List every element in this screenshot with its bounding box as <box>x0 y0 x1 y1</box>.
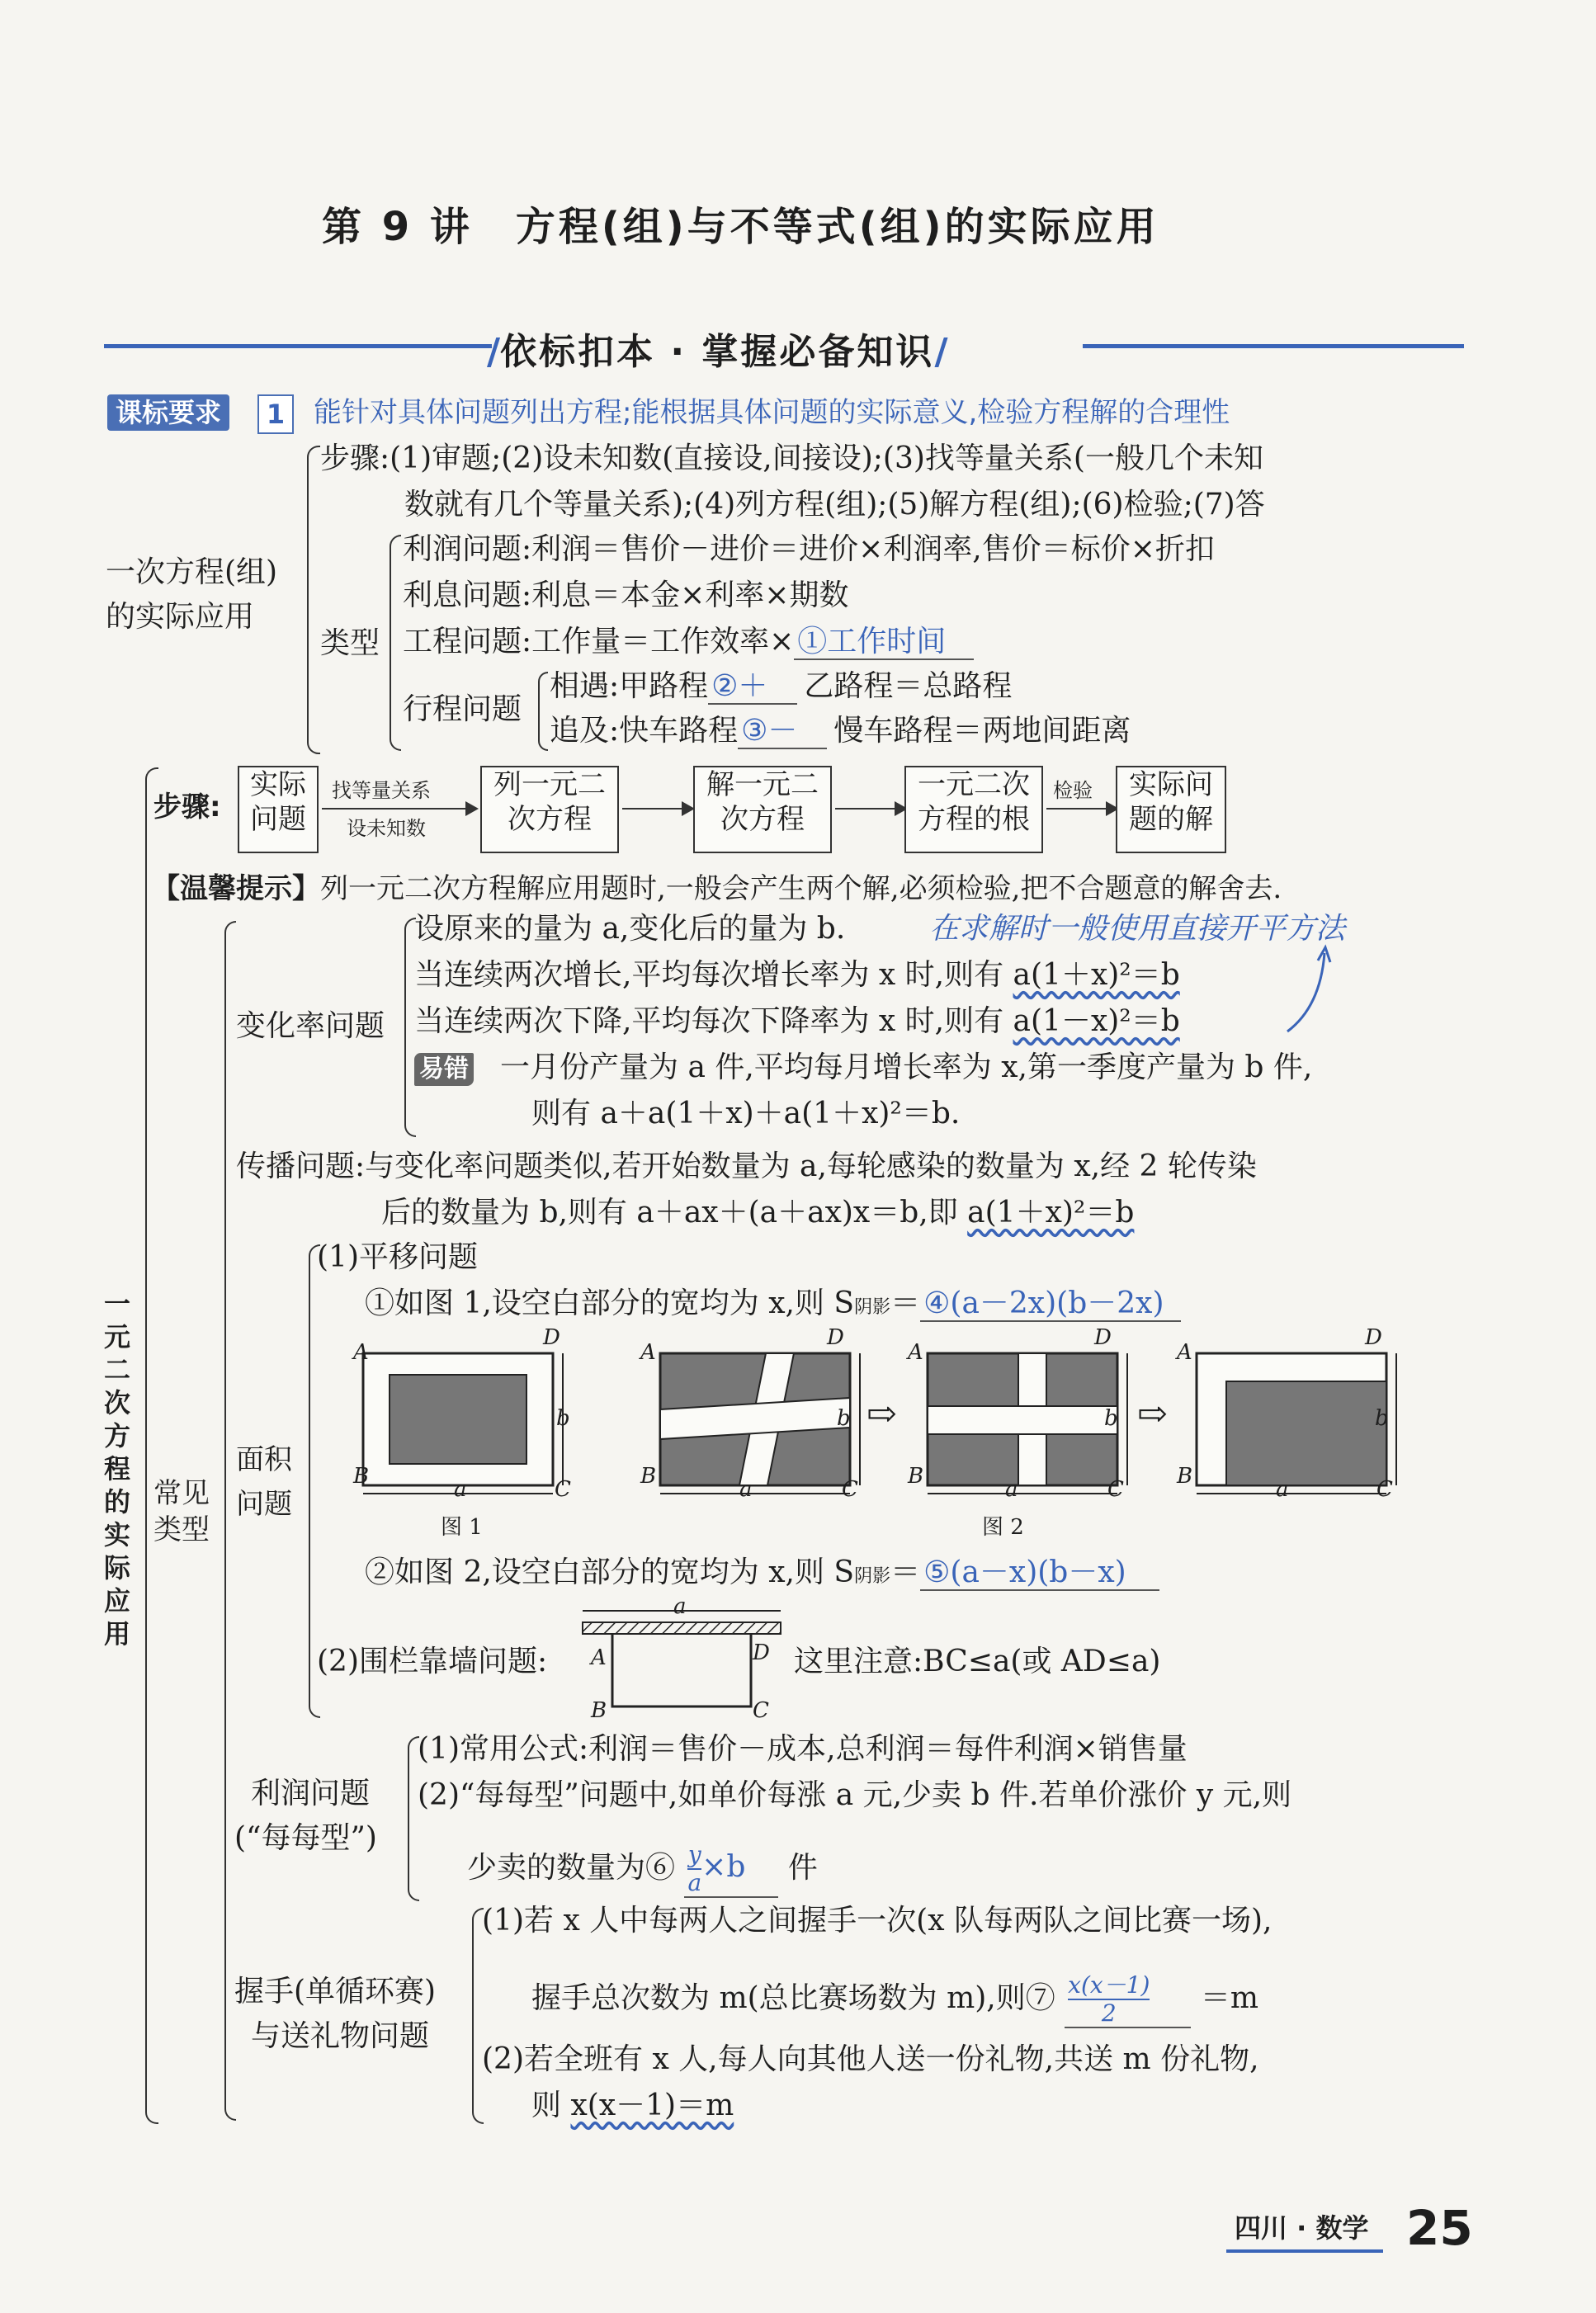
flow-box-set-equation: 列一元二 次方程 <box>480 766 619 853</box>
requirement-badge: 课标要求 <box>107 394 229 431</box>
part1-types-brace <box>390 535 401 751</box>
fig2b-label-a: a <box>1005 1477 1018 1502</box>
fig2c-label-a: a <box>1276 1477 1289 1502</box>
answer-1: ①工作时间 <box>794 625 974 660</box>
fig2b-label-b: b <box>1104 1406 1118 1431</box>
fig2-line: ②如图 2,设空白部分的宽均为 x,则 S阴影＝ ⑤(a－x)(b－x) <box>365 1555 1159 1595</box>
handshake-brace <box>472 1908 484 2124</box>
fence-pt-d: D <box>753 1640 770 1665</box>
rate-line3: 当连续两次下降,平均每次下降率为 x 时,则有 a(1－x)²＝b <box>414 1004 1180 1038</box>
profit-problem: 利润问题:利润＝售价－进价＝进价×利润率,售价＝标价×折扣 <box>403 532 1215 566</box>
common-types-label: 常见类型 <box>153 1477 210 1546</box>
fig2c-pt-c: C <box>1376 1477 1393 1502</box>
rate-problem-label: 变化率问题 <box>236 1009 385 1043</box>
fig2b-pt-b: B <box>908 1464 924 1489</box>
fence-pt-a: A <box>591 1645 607 1670</box>
flow-arrowhead-1 <box>465 801 479 816</box>
answer-6: $\frac{y}{a}$ ×b <box>684 1842 778 1898</box>
section-banner: /依标扣本 · 掌握必备知识/ <box>487 331 948 373</box>
flow-arrow-label-check: 检验 <box>1053 779 1093 802</box>
flow-arrow-2 <box>622 808 685 810</box>
answer-4: ④(a－2x)(b－2x) <box>920 1286 1180 1322</box>
flow-arrow-label-bottom: 设未知数 <box>347 817 426 840</box>
banner-line-right <box>1083 344 1464 348</box>
mistake-line2: 则有 a＋a(1＋x)＋a(1＋x)²＝b. <box>531 1097 961 1131</box>
fig2a-pt-b: B <box>640 1464 657 1489</box>
part2-outer-brace <box>145 767 158 2124</box>
fig2b-horizontal-strip <box>928 1406 1117 1434</box>
handshake-label-line1: 握手(单循环赛) <box>234 1975 437 2009</box>
fence-label-a: a <box>673 1594 687 1619</box>
fig2b-pt-c: C <box>1107 1477 1124 1502</box>
flow-box-real-problem: 实际 问题 <box>238 766 319 853</box>
fig1-label-b: b <box>556 1406 570 1431</box>
flow-arrow-label-top: 找等量关系 <box>332 779 431 802</box>
fig2-caption: 图 2 <box>982 1515 1024 1540</box>
fence-pt-b: B <box>591 1698 607 1723</box>
fig2b-pt-d: D <box>1094 1325 1112 1350</box>
part1-label-line1: 一次方程(组) <box>106 555 278 589</box>
answer-5: ⑤(a－x)(b－x) <box>920 1555 1159 1591</box>
part1-brace <box>307 446 320 754</box>
footer-underline <box>1226 2249 1383 2253</box>
answer-7: $\frac{x(x-1)}{2}$ <box>1065 1972 1191 2028</box>
fig1-pt-d: D <box>543 1325 560 1350</box>
rate-note: 在求解时一般使用直接开平方法 <box>929 912 1346 946</box>
area-problem-label: 面积问题 <box>236 1443 292 1521</box>
flow-arrow-4 <box>1046 808 1109 810</box>
requirement-number: 1 <box>257 394 294 434</box>
flow-box-solution: 实际问 题的解 <box>1116 766 1226 853</box>
fig2c-shaded-rect <box>1226 1381 1386 1485</box>
fig2c-label-b: b <box>1375 1406 1389 1431</box>
rate-line2: 当连续两次增长,平均每次增长率为 x 时,则有 a(1＋x)²＝b <box>414 958 1180 992</box>
fence-label: (2)围栏靠墙问题: <box>317 1645 548 1678</box>
fig2a-pt-c: C <box>842 1477 858 1502</box>
travel-meet: 相遇:甲路程 ②＋ 乙路程＝总路程 <box>550 669 1013 703</box>
rate-line1: 设原来的量为 a,变化后的量为 b. <box>414 912 846 946</box>
fence-note: 这里注意:BC≤a(或 AD≤a) <box>794 1645 1161 1678</box>
part2-side-label: 一元二次方程的实际应用 <box>104 1288 131 1650</box>
gift-line2: 则 x(x－1)＝m <box>531 2089 734 2122</box>
wall <box>583 1622 781 1634</box>
answer-3: ③－ <box>738 714 827 749</box>
steps-label: 步骤: <box>153 791 221 824</box>
translate-title: (1)平移问题 <box>317 1240 478 1274</box>
spread-line1: 传播问题:与变化率问题类似,若开始数量为 a,每轮感染的数量为 x,经 2 轮传染 <box>236 1149 1257 1183</box>
fig2c-pt-d: D <box>1365 1325 1382 1350</box>
fig1-label-a: a <box>454 1477 467 1502</box>
page-number: 25 <box>1406 2200 1473 2256</box>
travel-brace <box>538 672 548 751</box>
profit-line2: (2)“每每型”问题中,如单价每涨 a 元,少卖 b 件.若单价涨价 y 元,则 <box>418 1778 1292 1812</box>
requirement-text: 能针对具体问题列出方程;能根据具体问题的实际意义,检验方程解的合理性 <box>314 396 1230 429</box>
footer-label: 四川 · 数学 <box>1235 2212 1369 2244</box>
flow-box-roots: 一元二次 方程的根 <box>904 766 1043 853</box>
fig1-pt-a: A <box>353 1340 369 1365</box>
spread-line2: 后的数量为 b,则有 a＋ax＋(a＋ax)x＝b,即 a(1＋x)²＝b <box>381 1196 1135 1230</box>
interest-problem: 利息问题:利息＝本金×利率×期数 <box>403 578 849 612</box>
part1-label-line2: 的实际应用 <box>106 600 255 634</box>
mistake-badge: 易错 <box>414 1053 474 1086</box>
fig1-pt-c: C <box>555 1477 571 1502</box>
flow-arrow-1 <box>322 808 469 810</box>
fence-pt-c: C <box>753 1698 769 1723</box>
fig2a-pt-d: D <box>827 1325 844 1350</box>
flow-arrow-3 <box>835 808 898 810</box>
part1-steps-line2: 数就有几个等量关系);(4)列方程(组);(5)解方程(组);(6)检验;(7)答 <box>404 488 1265 522</box>
fig1-line: ①如图 1,设空白部分的宽均为 x,则 S阴影＝ ④(a－2x)(b－2x) <box>365 1286 1181 1326</box>
fence <box>612 1634 751 1706</box>
travel-label: 行程问题 <box>403 692 522 726</box>
part1-types-label: 类型 <box>320 626 380 660</box>
fig1-shaded-rect <box>390 1375 526 1464</box>
fig2a-label-a: a <box>739 1477 753 1502</box>
flow-box-solve-equation: 解一元二 次方程 <box>693 766 832 853</box>
gift-line1: (2)若全班有 x 人,每人向其他人送一份礼物,共送 m 份礼物, <box>482 2042 1259 2076</box>
banner-line-left <box>104 344 492 348</box>
handshake-line1: (1)若 x 人中每两人之间握手一次(x 队每两队之间比赛一场), <box>482 1904 1273 1938</box>
fig1-caption: 图 1 <box>441 1515 483 1540</box>
profit-line1: (1)常用公式:利润＝售价－成本,总利润＝每件利润×销售量 <box>418 1732 1188 1766</box>
profit-label-line1: 利润问题 <box>251 1777 371 1810</box>
arrow-right-icon-2: ⇨ <box>1137 1393 1168 1435</box>
handshake-line2: 握手总次数为 m(总比赛场数为 m),则⑦ $\frac{x(x-1)}{2}$ ＝m <box>531 1971 1258 2027</box>
fig2a-pt-a: A <box>640 1340 656 1365</box>
handshake-label-line2: 与送礼物问题 <box>251 2019 430 2053</box>
part1-steps-line1: 步骤:(1)审题;(2)设未知数(直接设,间接设);(3)找等量关系(一般几个未知 <box>320 441 1263 475</box>
mistake-line1: 一月份产量为 a 件,平均每月增长率为 x,第一季度产量为 b 件, <box>500 1050 1313 1084</box>
fig2a-label-b: b <box>837 1406 851 1431</box>
profit-line3: 少卖的数量为⑥ $\frac{y}{a}$ ×b 件 <box>467 1841 818 1896</box>
travel-chase: 追及:快车路程 ③－ 慢车路程＝两地间距离 <box>550 714 1131 748</box>
fig2c-pt-b: B <box>1177 1464 1193 1489</box>
rate-note-pointer <box>1279 941 1345 1040</box>
fig2b-pt-a: A <box>908 1340 923 1365</box>
work-problem: 工程问题:工作量＝工作效率× ①工作时间 <box>403 624 974 660</box>
answer-2: ②＋ <box>708 669 797 705</box>
arrow-right-icon: ⇨ <box>866 1393 897 1435</box>
fig1-pt-b: B <box>353 1464 370 1489</box>
lecture-title: 第 9 讲 方程(组)与不等式(组)的实际应用 <box>322 204 1159 250</box>
profit-label-line2: (“每每型”) <box>234 1821 377 1855</box>
fig2c-pt-a: A <box>1177 1340 1192 1365</box>
common-types-brace <box>224 921 236 2121</box>
warm-tip: 【温馨提示】列一元二次方程解应用题时,一般会产生两个解,必须检验,把不合题意的解舍去. <box>152 872 1282 905</box>
